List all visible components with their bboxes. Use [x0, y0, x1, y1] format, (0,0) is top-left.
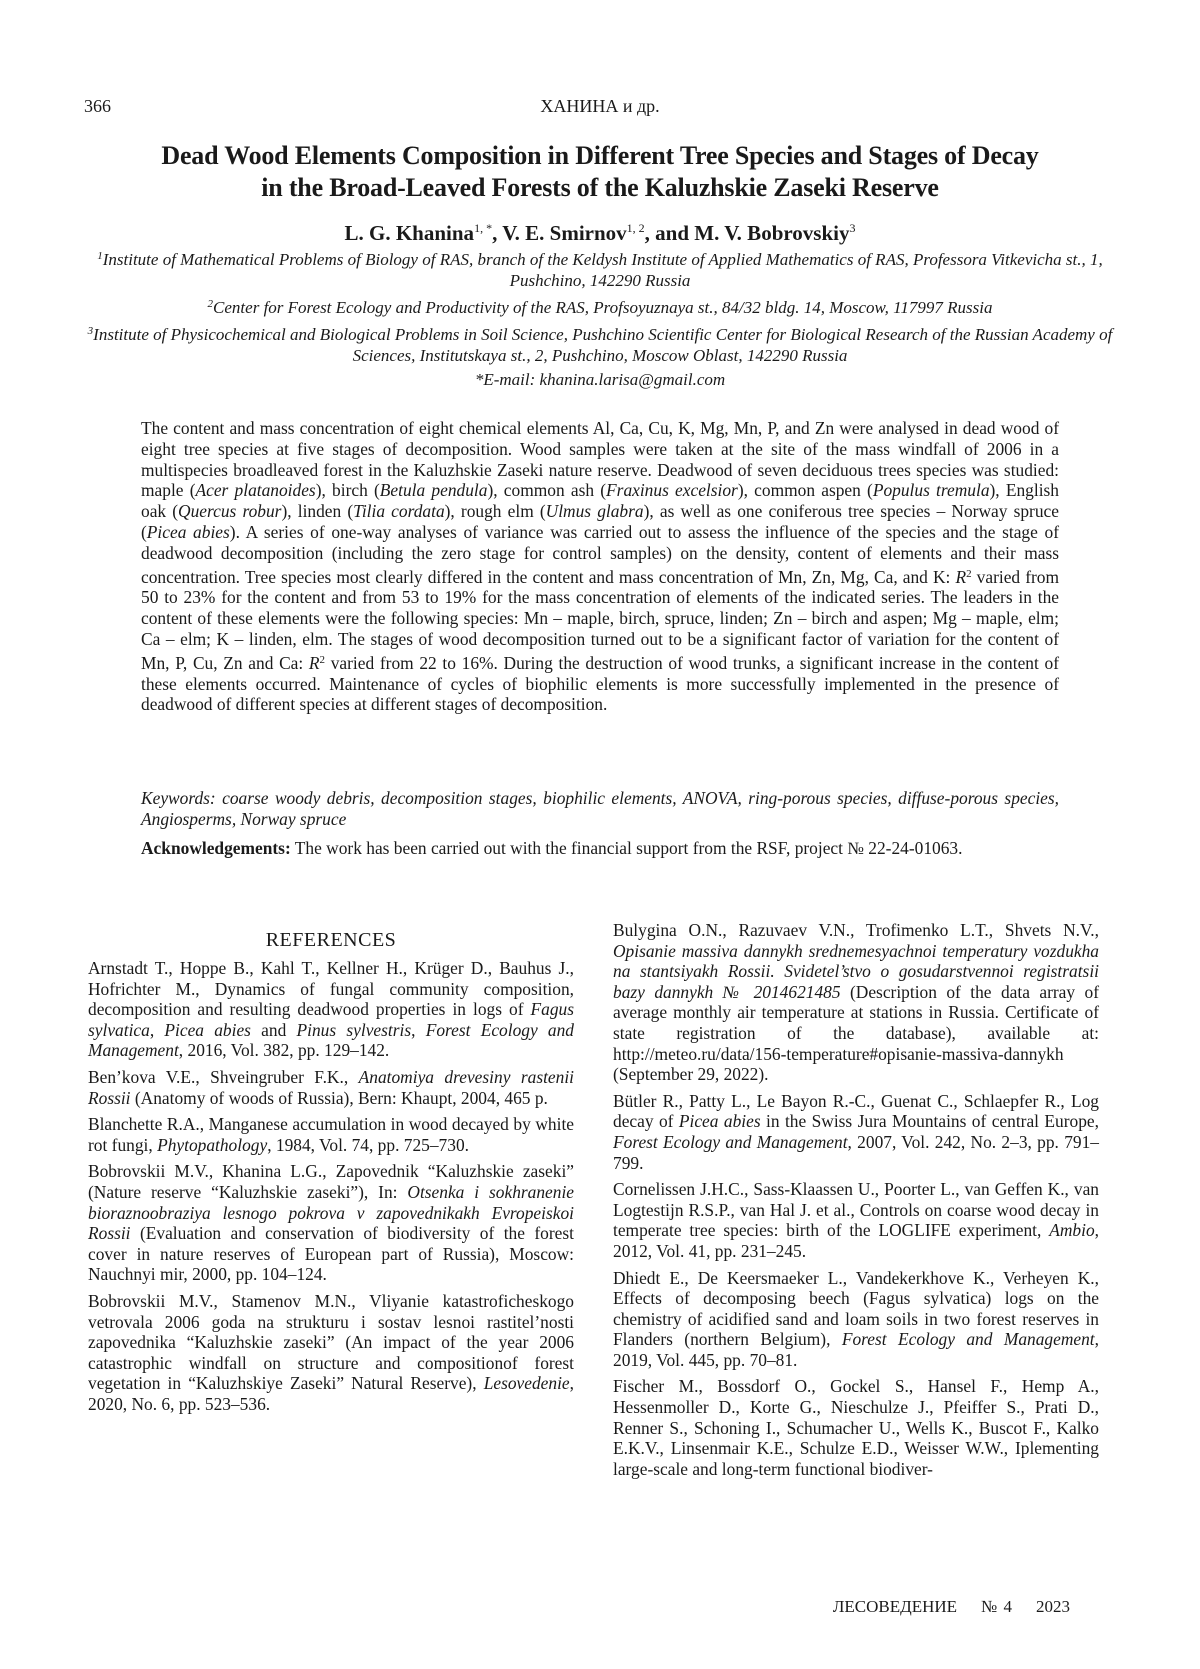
- abstract: The content and mass concentration of eight chemical elements Al, Ca, Cu, K, Mg, Mn, P, and Zn were analysed in dead wood of eight tree species at five stages of decomposition. Wood samples were taken at the site of the mass windfall of 2006 in a multispecies broadleaved forest in the Kaluzhskie Zaseki nature reserve. Deadwood of seven deciduous trees species was studied: maple (Acer platanoides), birch (Betula pendula), common ash (Fraxinus excelsior), common aspen (Populus tremula), English oak (Quercus robur), linden (Tilia cordata), rough elm (Ulmus glabra), as well as one coniferous tree species – Norway spruce (Picea abies). A series of one-way analyses of variance was carried out to assess the influence of the species and the stage of deadwood decomposition (including the zero stage for control samples) on the density, content of elements and their mass concentration. Tree species most clearly differed in the content and mass concentration of Mn, Zn, Mg, Ca, and K: $R^2$ varied from 50 to 23% for the content and from 53 to 19% for the mass concentration of elements of the indicated series. The leaders in the content of these elements were the following species: Mn – maple, birch, spruce, linden; Zn – birch and aspen; Mg – maple, elm; Ca – elm; K – linden, elm. The stages of wood decomposition turned out to be a significant factor of variation for the content of Mn, P, Cu, Zn and Ca: $R^2$ varied from 22 to 16%. During the destruction of wood trunks, a significant increase in the content of these elements occurred. Maintenance of cycles of biophilic elements is more successfully implemented in the presence of deadwood of different species at different stages of decomposition.: [141, 418, 1060, 715]
- affiliation: [60, 294, 1140, 318]
- reference-italic: Pinus sylvestris: [296, 1019, 412, 1040]
- affiliation-text: Institute of Physicochemical and Biological Problems in Soil Science, Pushchino Scientific Center for Biological Research of the Russian Academy of Sciences, Institutskaya st., 2, Pushchino, Moscow Oblast, 142290 Russia: [93, 325, 1113, 365]
- reference-italic: Anatomiya drevesiny rastenii Rossii: [88, 1066, 575, 1108]
- affiliation-marker: 1: [97, 250, 103, 262]
- acknowledgements-text: The work has been carried out with the financial support from the RSF, project № 22-24-01063.: [290, 838, 963, 858]
- species-name: Quercus robur: [178, 501, 282, 522]
- affiliation-marker: 3: [87, 325, 94, 337]
- reference-text: (Evaluation and conservation of biodiversity of the forest cover in nature reserves of European part of Russia), Moscow: Nauchnyi mir, 2000, pp. 104–124.: [88, 1223, 574, 1285]
- author-affil-marker: 1, 2: [626, 221, 645, 235]
- corresponding-email[interactable]: *E-mail: khanina.larisa@gmail.com: [474, 370, 726, 389]
- reference-text: and: [250, 1019, 297, 1040]
- reference-text: Bobrovskii M.V., Khanina L.G., Zapovednik “Kaluzhskie zaseki” (Nature reserve “Kaluzhskie zaseki”), In:: [88, 1161, 574, 1202]
- reference-text: ,: [149, 1019, 165, 1040]
- reference-entry: [613, 1179, 1099, 1261]
- references-left-column: [88, 928, 574, 1420]
- r-squared-symbol: R: [955, 566, 967, 587]
- reference-text: ,: [411, 1019, 426, 1040]
- reference-entry: [88, 1291, 574, 1415]
- reference-text: Bütler R., Patty L., Le Bayon R.-C., Guenat C., Schlaepfer R., Log decay of: [613, 1090, 1099, 1132]
- reference-italic: Picea abies: [678, 1111, 761, 1132]
- reference-italic: Fagus sylvatica: [88, 999, 574, 1040]
- species-name: Fraxinus excelsior: [606, 480, 738, 501]
- journal-name: ЛЕСОВЕДЕНИЕ: [832, 1597, 958, 1616]
- reference-text: in the Swiss Jura Mountains of central Europe,: [760, 1111, 1099, 1132]
- reference-text: Dhiedt E., De Keersmaeker L., Vandekerkhove K., Verheyen K., Effects of decomposing beech (Fagus sylvatica) logs on the chemistry of acidified sand and loam soils in two forest reserves in Flanders (northern Belgium),: [613, 1267, 1099, 1350]
- reference-text: , 2016, Vol. 382, pp. 129–142.: [178, 1040, 390, 1061]
- references-heading: REFERENCES: [265, 929, 397, 951]
- author-separator: ,: [492, 221, 503, 245]
- species-name: Populus tremula: [872, 480, 990, 501]
- running-authors: ХАНИНА и др.: [540, 96, 660, 116]
- reference-italic: Forest Ecology and Management: [613, 1131, 848, 1152]
- reference-entry: [613, 1268, 1099, 1371]
- author-affil-marker: 3: [849, 221, 856, 235]
- reference-text: Arnstadt T., Hoppe B., Kahl T., Kellner H., Krüger D., Bauhus J., Hofrichter M., Dynamics of fungal community composition, decomposition and resulting deadwood properties in logs of: [88, 958, 574, 1020]
- reference-text: Bobrovskii M.V., Stamenov M.N., Vliyanie katastroficheskogo vetrovala 2006 goda na strukturu i sostav lesnoi rastitel’nosti zapovednika “Kaluzhskie zaseki” (An impact of the year 2006 catastrophic windfall on structure and compositionof forest vegetation in “Kaluzhskiye Zaseki” Natural Reserve),: [88, 1290, 574, 1394]
- reference-italic: Opisanie massiva dannykh srednemesyachnoi temperatury vozdukha na stantsiyakh Rossii. Svidetel’stvo o gosudarstvennoi registratsii bazy dannykh № 2014621485: [613, 940, 1099, 1002]
- author-separator: , and: [644, 221, 695, 245]
- references-right-column: [613, 920, 1099, 1485]
- author-list: [60, 215, 1140, 246]
- affiliation-text: Center for Forest Ecology and Productivity of the RAS, Profsoyuznaya st., 84/32 bldg. 14, Moscow, 117997 Russia: [213, 298, 993, 317]
- reference-text: , 2012, Vol. 41, pp. 231–245.: [613, 1220, 1099, 1261]
- reference-text: (Anatomy of woods of Russia), Bern: Khaupt, 2004, 465 p.: [130, 1087, 548, 1108]
- reference-text: Fischer M., Bossdorf O., Gockel S., Hansel F., Hemp A., Hessenmoller D., Korte G., Nieschulze J., Pfeiffer S., Prati D., Renner S., Schoning I., Schumacher U., Wells K., Buscot F., Kalko E.K.V., Linsenmair K.E., Schulze E.D., Weisser W.W., Iplementing large-scale and long-term functional biodiver-: [613, 1376, 1099, 1479]
- r-squared-symbol: R: [308, 652, 320, 673]
- keywords: Keywords: coarse woody debris, decomposition stages, biophilic elements, ANOVA, ring-porous species, diffuse-porous species, Angiosperms, Norway spruce: [141, 788, 1059, 829]
- author: M. V. Bobrovskiy: [694, 221, 850, 245]
- article-title: [60, 140, 1140, 204]
- affiliation: [60, 246, 1140, 291]
- author: L. G. Khanina: [344, 221, 475, 245]
- species-name: Ulmus glabra: [545, 501, 644, 522]
- reference-text: Blanchette R.A., Manganese accumulation in wood decayed by white rot fungi,: [88, 1114, 574, 1155]
- reference-italic: Ambio: [1049, 1220, 1095, 1241]
- reference-italic: Forest Ecology and Management: [88, 1019, 574, 1061]
- reference-text: , 2019, Vol. 445, pp. 70–81.: [613, 1329, 1099, 1370]
- reference-text: (Description of the data array of average monthly air temperature at stations in Russia. Certificate of state registration of the database), available at: http://meteo.ru/data/156-temperature#opisanie-massiva-dannykh (September 29, 2022).: [613, 981, 1099, 1085]
- reference-text: , 1984, Vol. 74, pp. 725–730.: [267, 1134, 469, 1155]
- author-affil-marker: 1, *: [474, 221, 493, 235]
- reference-entry: [88, 1161, 574, 1285]
- species-name: Picea abies: [146, 521, 230, 542]
- journal-issue: № 4: [981, 1597, 1012, 1616]
- reference-text: , 2020, No. 6, pp. 523–536.: [88, 1373, 574, 1414]
- reference-entry: [613, 920, 1099, 1085]
- species-name: Acer platanoides: [195, 480, 316, 501]
- author: V. E. Smirnov: [502, 221, 627, 245]
- running-head: [84, 96, 1116, 120]
- title-line-1: Dead Wood Elements Composition in Different Tree Species and Stages of Decay: [161, 141, 1039, 170]
- reference-italic: Picea abies: [164, 1019, 251, 1040]
- reference-entry: [88, 1114, 574, 1155]
- reference-entry: [88, 1067, 574, 1108]
- title-line-2: in the Broad-Leaved Forests of the Kaluzhskie Zaseki Reserve: [261, 173, 939, 202]
- acknowledgements: [141, 838, 1059, 859]
- reference-italic: Lesovedenie: [483, 1373, 570, 1394]
- journal-year: 2023: [1036, 1597, 1070, 1616]
- reference-text: Ben’kova V.E., Shveingruber F.K.,: [88, 1066, 359, 1087]
- reference-italic: Forest Ecology and Management: [841, 1329, 1095, 1350]
- reference-italic: Phytopathology: [157, 1134, 268, 1155]
- reference-text: , 2007, Vol. 242, No. 2–3, pp. 791–799.: [613, 1131, 1099, 1173]
- affiliation: [60, 321, 1140, 366]
- reference-entry: [613, 1376, 1099, 1479]
- page-number: 366: [84, 96, 111, 116]
- affiliations: [60, 246, 1140, 393]
- species-name: Tilia cordata: [353, 501, 445, 522]
- reference-text: Cornelissen J.H.C., Sass-Klaassen U., Poorter L., van Geffen K., van Logtestijn R.S.P., van Hal J. et al., Controls on coarse wood decay in temperate tree species: birth of the LOGLIFE experiment,: [613, 1179, 1099, 1241]
- reference-entry: [613, 1091, 1099, 1173]
- species-name: Betula pendula: [379, 480, 488, 501]
- affiliation-text: Institute of Mathematical Problems of Biology of RAS, branch of the Keldysh Institute of Applied Mathematics of RAS, Professora Vitkevicha st., 1, Pushchino, 142290 Russia: [102, 250, 1103, 290]
- affiliation-marker: 2: [207, 298, 214, 310]
- reference-italic: Otsenka i sokhranenie bioraznoobraziya lesnogo pokrova v zapovednikakh Evropeiskoi Rossii: [88, 1181, 575, 1244]
- reference-entry: [88, 958, 574, 1061]
- reference-text: Bulygina O.N., Razuvaev V.N., Trofimenko L.T., Shvets N.V.,: [613, 920, 1099, 940]
- journal-footer: [833, 1597, 1070, 1617]
- acknowledgements-label: Acknowledgements:: [141, 838, 291, 858]
